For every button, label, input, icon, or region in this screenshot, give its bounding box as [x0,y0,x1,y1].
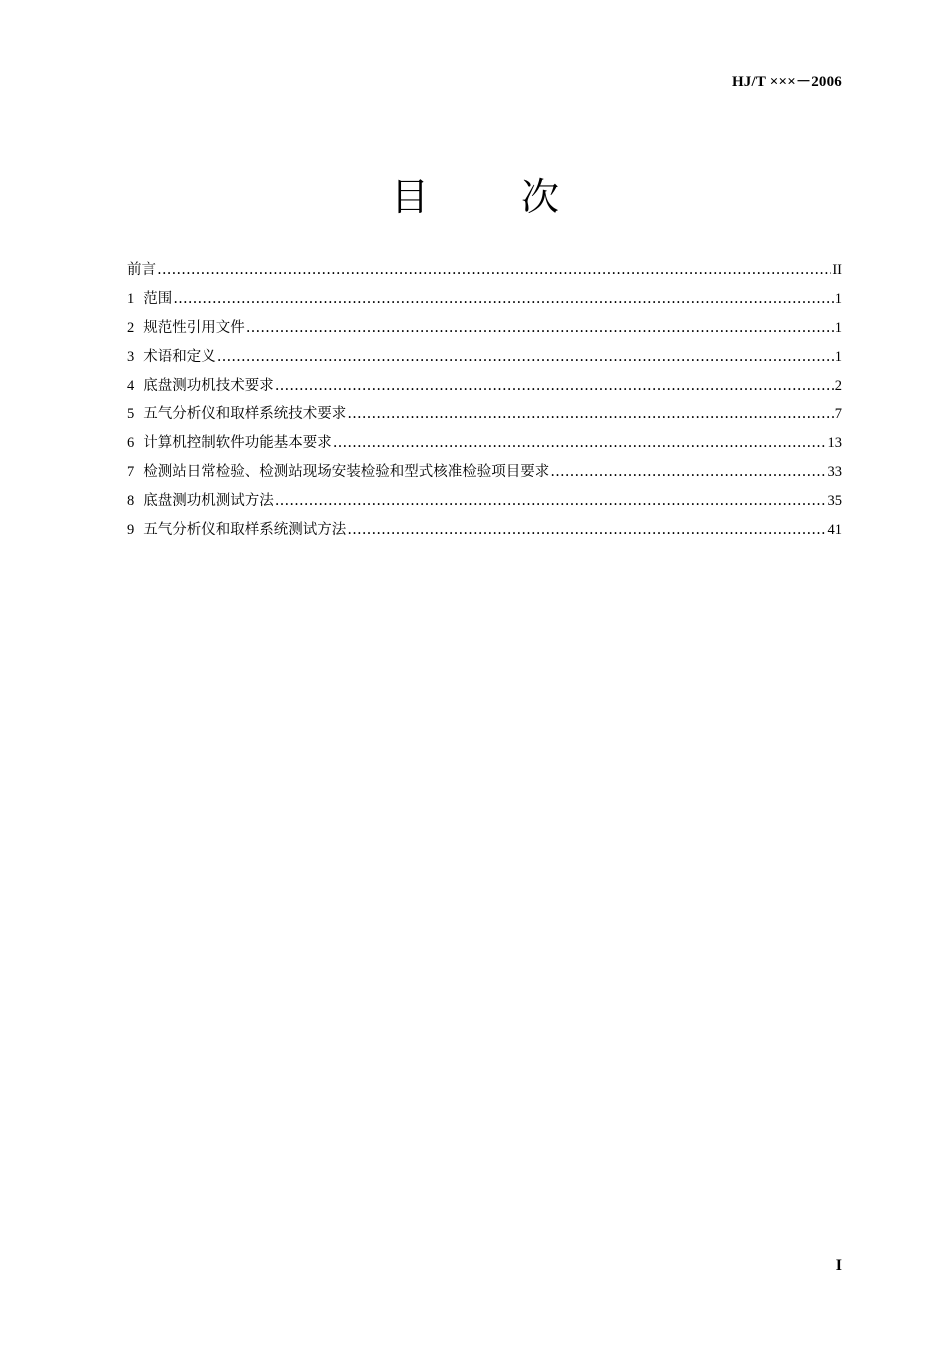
toc-entry-preface[interactable] [127,256,842,285]
toc-entry-label: 检测站日常检验、检测站现场安装检验和型式核准检验项目要求 [143,464,550,481]
toc-entry-5[interactable] [127,400,842,429]
toc-leader-dots [347,516,826,545]
toc-entry-6[interactable] [127,429,842,458]
toc-entry-page: 1 [834,290,842,307]
toc-entry-9[interactable] [127,516,842,545]
toc-leader-dots [246,314,834,343]
toc-entry-label: 计算机控制软件功能基本要求 [143,435,332,452]
toc-entry-label: 五气分析仪和取样系统技术要求 [143,406,347,423]
toc-entry-label: 五气分析仪和取样系统测试方法 [143,522,347,539]
toc-entry-8[interactable] [127,487,842,516]
toc-entry-label: 前言 [127,262,156,278]
toc-entry-label: 规范性引用文件 [143,319,245,336]
toc-entry-page: II [832,262,842,278]
toc-leader-dots [275,372,834,401]
toc-entry-label: 底盘测功机测试方法 [143,493,274,510]
document-code: HJ/T ×××－2006 [731,74,842,90]
toc-entry-page: 2 [834,377,842,394]
toc-entry-number: 8 [127,493,135,510]
toc-entry-number: 6 [127,435,135,452]
toc-entry-label: 术语和定义 [143,348,216,365]
toc-leader-dots [217,343,834,372]
toc-entry-2[interactable] [127,314,842,343]
toc-entry-7[interactable] [127,458,842,487]
toc-entry-page: 13 [827,435,842,452]
toc-entry-page: 35 [827,493,842,510]
page-number: I [835,1257,842,1274]
toc-entry-number: 7 [127,464,135,481]
toc-leader-dots [347,400,834,429]
toc-entry-number: 2 [127,319,135,336]
toc-leader-dots [550,458,826,487]
toc-entry-label: 范围 [143,290,173,307]
table-of-contents [127,256,842,545]
page-title: 目 次 [390,175,600,219]
toc-leader-dots [157,256,831,285]
toc-entry-number: 4 [127,377,135,394]
toc-entry-label: 底盘测功机技术要求 [143,377,274,394]
toc-entry-number: 3 [127,348,135,365]
toc-leader-dots [173,285,834,314]
toc-entry-page: 1 [834,319,842,336]
toc-entry-number: 5 [127,406,135,423]
toc-entry-page: 41 [827,522,842,539]
toc-entry-number: 9 [127,522,135,539]
toc-entry-3[interactable] [127,343,842,372]
toc-entry-number: 1 [127,290,135,307]
toc-entry-page: 33 [827,464,842,481]
toc-leader-dots [275,487,827,516]
toc-leader-dots [333,429,827,458]
toc-entry-page: 1 [834,348,842,365]
toc-entry-4[interactable] [127,372,842,401]
toc-entry-1[interactable] [127,285,842,314]
toc-entry-page: 7 [834,406,842,423]
